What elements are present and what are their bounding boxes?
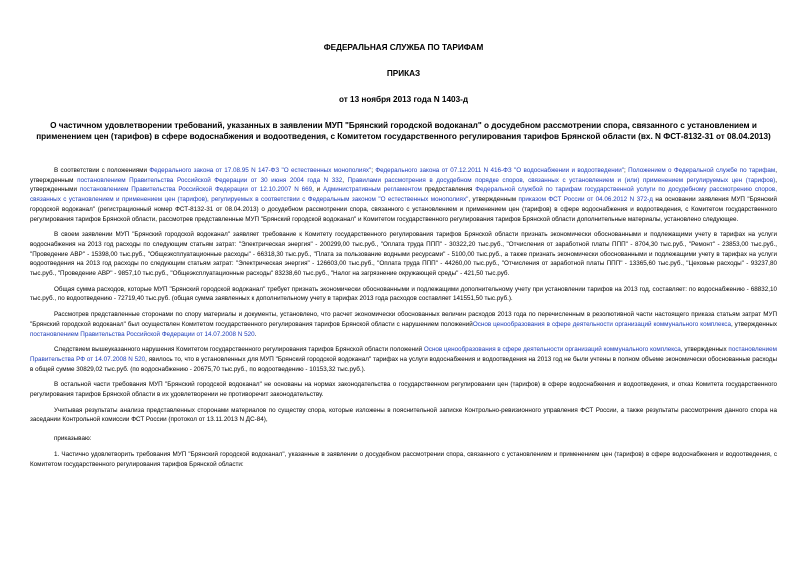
paragraph-order-item-1: 1. Частично удовлетворить требования МУП "Брянский городской водоканал", указанные в заявлении о досудебном рассмотрении спора, связанного с установлением и применением цен (тарифов) в сфере водоснабжения и водоотведения, с Комитетом государственного регулирования тарифов Брянской области: (30, 450, 777, 468)
link-pricing-basics-2[interactable]: Основ ценообразования в сфере деятельности организаций коммунального комплекса (423, 346, 681, 354)
paragraph-legal-basis (30, 166, 777, 224)
organization-heading: ФЕДЕРАЛЬНАЯ СЛУЖБА ПО ТАРИФАМ (323, 43, 484, 52)
link-fst-order-372[interactable]: приказом ФСТ России от 04.06.2012 N 372-д (518, 196, 653, 204)
link-federal-law-416[interactable]: Федерального закона от 07.12.2011 N 416-ФЗ "О водоснабжении и водоотведении" (375, 167, 624, 174)
link-dispute-rules[interactable]: Правилами рассмотрения в досудебном порядке споров, связанных с установлением и (или) применением регулируемых цен (тарифов) (347, 176, 776, 184)
text-run: ; (623, 167, 629, 174)
text-run: , утвержденных (730, 320, 777, 328)
date-number-heading: от 13 ноября 2013 года N 1403-д (338, 95, 469, 104)
text-run: . (254, 330, 257, 338)
link-fst-service[interactable]: Федеральной службой по тарифам государственной услуги по досудебному рассмотрению споров, связанных с установлением и применением цен (тарифов), регулируемых в соответствии с Федеральным законом "О естественных монополиях" (30, 186, 778, 204)
text-run: Следствием вышеуказанного нарушения Комитетом государственного регулирования тарифов Брянской области положений (54, 346, 424, 354)
text-run: Рассмотрев представленные сторонами по спору материалы и документы, установлено, что расчет экономически обоснованных величин расходов 2013 года по перечисленным в резолютивной части настоящего приказа статьям затрат МУП "Брянский городской водоканал" был осуществлен Комитетом государственного регулирования тарифов Брянской области с нарушением положений (30, 311, 777, 328)
link-federal-law-147[interactable]: Федерального закона от 17.08.95 N 147-ФЗ "О естественных монополиях" (149, 167, 372, 174)
text-run: ; (371, 167, 376, 174)
link-fst-regulation[interactable]: Положением о Федеральной службе по тарифам (628, 167, 776, 174)
text-run: , утвержденных (680, 346, 729, 354)
link-government-decree-520-2[interactable]: постановлением Правительства РФ от 14.07.2008 N 520 (30, 346, 777, 363)
text-run: , утвержденными (30, 176, 778, 194)
paragraph-order-word: приказываю: (54, 435, 92, 443)
paragraph-findings (30, 310, 777, 339)
link-government-decree-520[interactable]: постановлением Правительства Российской Федерации от 14.07.2008 N 520 (30, 330, 255, 338)
text-run: , явилось то, что в установленных для МУП "Брянский городской водоканал" тарифах на услуги водоснабжения и водоотведения на 2013 год не были учтены в полном объеме экономически обоснованные расходы в общей сумме 30829,02 тыс.руб. (по водоснабжению - 20675,70 тыс.руб., по водоотведению - 10153,32 тыс.руб.). (30, 355, 777, 373)
text-run: , утвержденным (468, 196, 519, 204)
paragraph-considering: Учитывая результаты анализа представленных сторонами материалов по существу спора, которые изложены в пояснительной записке Контрольно-ревизионного управления ФСТ России, а также результаты рассмотрения данного спора на заседании Контрольной комиссии ФСТ России (протокол от 13.11.2013 N ДС-84), (30, 406, 777, 424)
link-government-decree-669[interactable]: постановлением Правительства Российской Федерации от 12.10.2007 N 669 (79, 186, 313, 194)
document-type-heading: ПРИКАЗ (386, 69, 421, 78)
subject-heading: О частичном удовлетворении требований, указанных в заявлении МУП "Брянский городской водоканал" о досудебном рассмотрении спора, связанного с установлением и применением цен (тарифов) в сфере водоснабжения и водоотведения, с Комитетом государственного регулирования тарифов Брянской области (вх. N ФСТ-8132-31 от 08.04.2013) (36, 121, 771, 141)
text-run: , утвержденным (30, 167, 778, 184)
paragraph-claim: В своем заявлении МУП "Брянский городской водоканал" заявляет требование к Комитету государственного регулирования тарифов Брянской области признать экономически обоснованными и подлежащими учету в тарифах на услуги водоснабжения на 2013 год расходы по следующим статьям затрат: "Электрическая энергия" - 200299,00 тыс.руб., "Оплата труда ППП" - 30322,20 тыс.руб., "Отчисления от заработной платы ППП" - 8704,30 тыс.руб., "Ремонт" - 23853,00 тыс.руб., "Проведение АВР" - 15398,00 тыс.руб., "Общеэксплуатационные расходы" - 66318,30 тыс.руб., "Плата за пользование водными ресурсами" - 5100,00 тыс.руб., а также признать экономически обоснованными и подлежащими учету в тарифах на услуги водоотведения на 2013 год расходы по следующим статьям затрат: "Электрическая энергия" - 126603,00 тыс.руб., "Оплата труда ППП" - 44260,00 тыс.руб., "Отчисления от заработной платы ППП" - 13365,60 тыс.руб., "Цеховые расходы" - 93237,80 тыс.руб., "Проведение АВР" - 9857,10 тыс.руб., "Общеэксплуатационные расходы" 83238,60 тыс.руб., "Налог на загрязнение окружающей среды" - 421,50 тыс.руб. (30, 231, 777, 278)
link-pricing-basics[interactable]: Основ ценообразования в сфере деятельности организаций коммунального комплекса (472, 320, 731, 328)
link-admin-regulation[interactable]: Административным регламентом (323, 186, 422, 194)
paragraph-remaining: В остальной части требования МУП "Брянский городской водоканал" не основаны на нормах законодательства о государственном регулировании цен (тарифов) в сфере водоснабжения и водоотведения, и отказ Комитета государственного регулирования тарифов Брянской области в их удовлетворении не противоречит законодательству. (30, 381, 777, 399)
document-body (30, 166, 777, 469)
link-government-decree-332[interactable]: постановлением Правительства Российской Федерации от 30 июня 2004 года N 332 (77, 176, 343, 184)
text-run: , и (312, 186, 324, 194)
paragraph-consequence (30, 345, 777, 374)
text-run: на основании заявления МУП "Брянский городской водоканал" (регистрационный номер ФСТ-8132-31 от 08.04.2013) о досудебном рассмотрении спора, связанного с установлением и применением цен (тарифов) в сфере водоснабжения и водоотведения, с Комитетом государственного регулирования тарифов Брянской области, рассмотрев представленные МУП "Брянский городской водоканал" и Комитетом государственного регулирования тарифов Брянской области дополнительные материалы, установлено следующее. (30, 196, 777, 223)
text-run: , (342, 176, 348, 184)
text-run: предоставления (421, 186, 476, 194)
text-run: В соответствии с положениями (54, 167, 150, 174)
paragraph-total-expenses: Общая сумма расходов, которые МУП "Брянский городской водоканал" требует признать экономически обоснованными и подлежащими дополнительному учету при установлении тарифов на 2013 год, составляет: по водоснабжению - 68832,10 тыс.руб., по водоотведению - 72719,40 тыс.руб. (общая сумма заявленных к дополнительному учету в тарифах 2013 года расходов составляет 141551,50 тыс.руб.). (30, 285, 777, 303)
